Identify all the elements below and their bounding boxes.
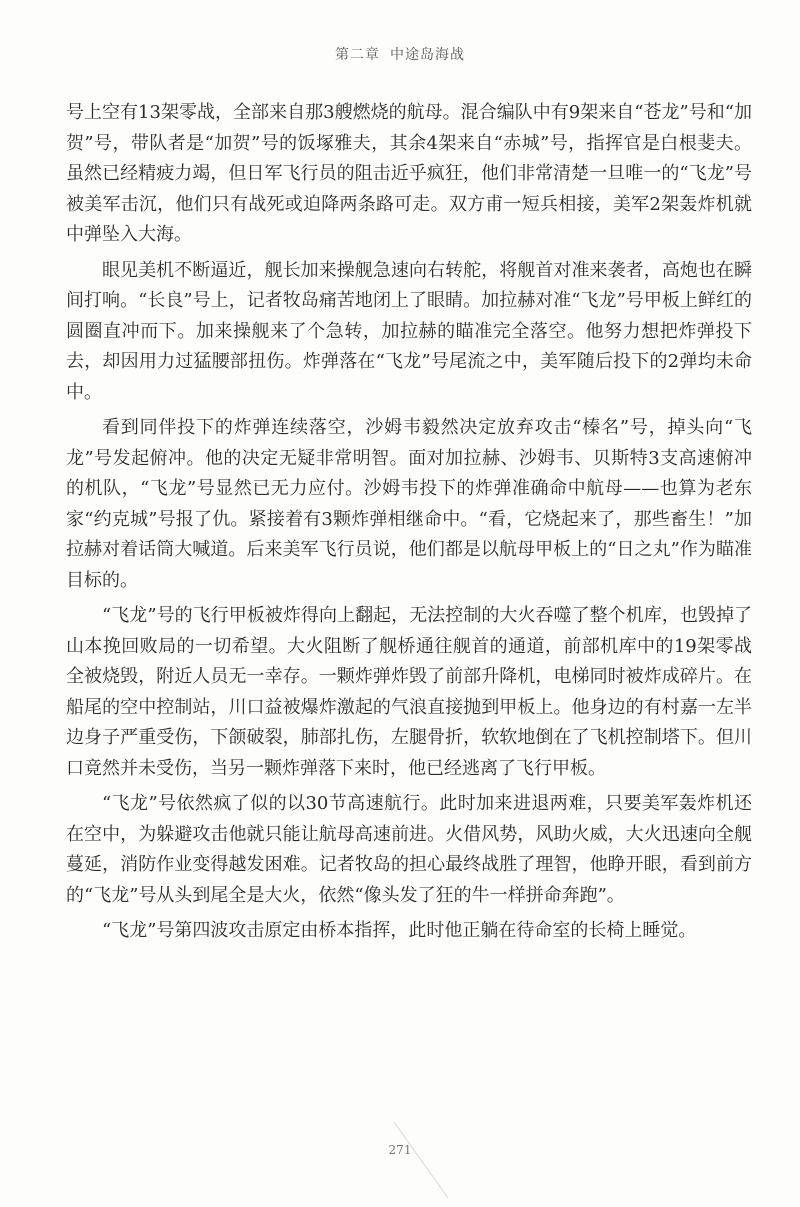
paragraph-2: 眼见美机不断逼近，舰长加来操舰急速向右转舵，将舰首对准来袭者，高炮也在瞬间打响。“长良”号上，记者牧岛痛苦地闭上了眼睛。加拉赫对准“飞龙”号甲板上鲜红的圆圈直冲而下。加来操舰来了个急转，加拉赫的瞄准完全落空。他努力想把炸弹投下去，却因用力过猛腰部扭伤。炸弹落在“飞龙”号尾流之中，美军随后投下的2弹均未命中。 [66, 259, 752, 403]
paragraph-1: 号上空有13架零战，全部来自那3艘燃烧的航母。混合编队中有9架来自“苍龙”号和“加贺”号，带队者是“加贺”号的饭塚雅夫，其余4架来自“赤城”号，指挥官是白根斐夫。虽然已经精疲力竭，但日军飞行员的阻击近乎疯狂，他们非常清楚一旦唯一的“飞龙”号被美军击沉，他们只有战死或迫降两条路可走。双方甫一短兵相接，美军2架轰炸机就中弹坠入大海。 [66, 102, 752, 245]
body-text [66, 98, 752, 952]
paragraph-6: “飞龙”号第四波攻击原定由桥本指挥，此时他正躺在待命室的长椅上睡觉。 [102, 920, 697, 941]
chapter-number: 第二章 [335, 47, 380, 63]
page-fold-mark [392, 1120, 452, 1200]
paragraph-4: “飞龙”号的飞行甲板被炸得向上翻起，无法控制的大火吞噬了整个机库，也毁掉了山本挽回败局的一切希望。大火阻断了舰桥通往舰首的通道，前部机库中的19架零战全被烧毁，附近人员无一幸存。一颗炸弹炸毁了前部升降机，电梯同时被炸成碎片。在船尾的空中控制站，川口益被爆炸激起的气浪直接抛到甲板上。他身边的有村嘉一左半边身子严重受伤，下颌破裂，肺部扎伤，左腿骨折，软软地倒在了飞机控制塔下。但川口竟然并未受伤，当另一颗炸弹落下来时，他已经逃离了飞行甲板。 [66, 605, 752, 779]
running-head [0, 44, 800, 64]
paragraph-5: “飞龙”号依然疯了似的以30节高速航行。此时加来进退两难，只要美军轰炸机还在空中，为躲避攻击他就只能让航母高速前进。火借风势，风助火威，大火迅速向全舰蔓延，消防作业变得越发困难。记者牧岛的担心最终战胜了理智，他睁开眼，看到前方的“飞龙”号从头到尾全是大火，依然“像头发了狂的牛一样拼命奔跑”。 [66, 793, 752, 906]
paragraph-3: 看到同伴投下的炸弹连续落空，沙姆韦毅然决定放弃攻击“榛名”号，掉头向“飞龙”号发起俯冲。他的决定无疑非常明智。面对加拉赫、沙姆韦、贝斯特3支高速俯冲的机队，“飞龙”号显然已无力应付。沙姆韦投下的炸弹准确命中航母——也算为老东家“约克城”号报了仇。紧接着有3颗炸弹相继命中。“看，它烧起来了，那些畜生！”加拉赫对着话筒大喊道。后来美军飞行员说，他们都是以航母甲板上的“日之丸”作为瞄准目标的。 [66, 417, 752, 591]
chapter-title: 中途岛海战 [390, 47, 465, 63]
page-number: 271 [388, 1143, 412, 1157]
